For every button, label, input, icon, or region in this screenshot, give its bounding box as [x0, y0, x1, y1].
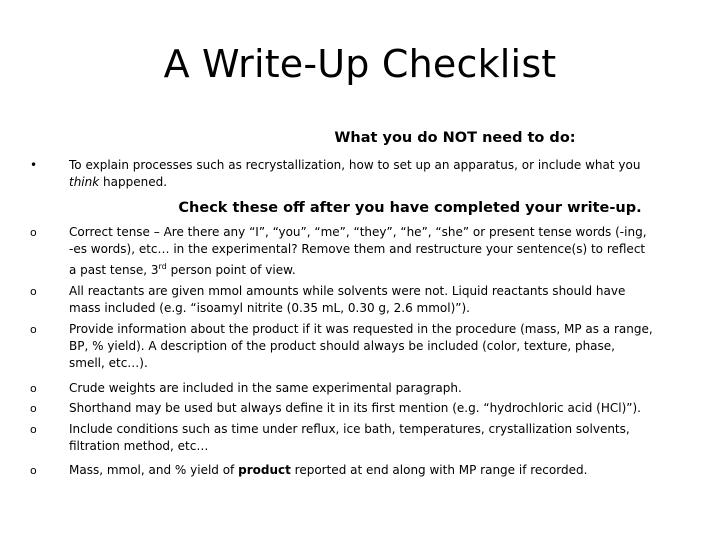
list-item-text	[69, 462, 653, 479]
checkbox-circle-icon: o	[30, 402, 37, 415]
item-text-part: To explain processes such as recrystallization, how to set up an apparatus, or include what you	[69, 158, 641, 172]
bullet-dot-icon: •	[30, 158, 38, 172]
list-item-text: Provide information about the product if it was requested in the procedure (mass, MP as a range, BP, % yield). A description of the product should always be included (color, texture, phase, smell, etc…).	[69, 322, 653, 370]
item-text-bold: product	[238, 463, 291, 477]
list-item-text	[69, 224, 653, 279]
list-item-text: Crude weights are included in the same experimental paragraph.	[69, 381, 462, 395]
item-text-part: reported at end along with MP range if recorded.	[290, 463, 588, 477]
checkbox-circle-icon: o	[30, 382, 37, 395]
item-text-emphasis: think	[69, 175, 100, 189]
checkbox-circle-icon: o	[30, 323, 37, 336]
item-text-part: Correct tense – Are there any “I”, “you”, “me”, “they”, “he”, “she” or present tense words (-ing, -es words), etc… in the experimental? Remove them and restructure your sentence(s) to reflect a past tense, 3	[69, 225, 647, 277]
page-title: A Write-Up Checklist	[163, 42, 557, 86]
section-heading-checklist: Check these off after you have completed your write-up.	[178, 200, 642, 216]
item-text-part: happened.	[99, 175, 168, 189]
checkbox-circle-icon: o	[30, 285, 37, 298]
superscript: rd	[158, 262, 167, 271]
list-item-text: All reactants are given mmol amounts while solvents were not. Liquid reactants should have mass included (e.g. “isoamyl nitrite (0.35 mL, 0.30 g, 2.6 mmol)”).	[69, 284, 626, 315]
list-item-text	[69, 157, 653, 191]
list-item-text: Shorthand may be used but always define it in its first mention (e.g. “hydrochloric acid (HCl)”).	[69, 401, 641, 415]
section-heading-not-needed: What you do NOT need to do:	[334, 130, 576, 146]
list-item-text: Include conditions such as time under reflux, ice bath, temperatures, crystallization solvents, filtration method, etc…	[69, 422, 630, 453]
item-text-part: person point of view.	[166, 263, 296, 277]
checkbox-circle-icon: o	[30, 423, 37, 436]
item-text-part: Mass, mmol, and % yield of	[69, 463, 239, 477]
checkbox-circle-icon: o	[30, 226, 37, 239]
checkbox-circle-icon: o	[30, 464, 37, 477]
